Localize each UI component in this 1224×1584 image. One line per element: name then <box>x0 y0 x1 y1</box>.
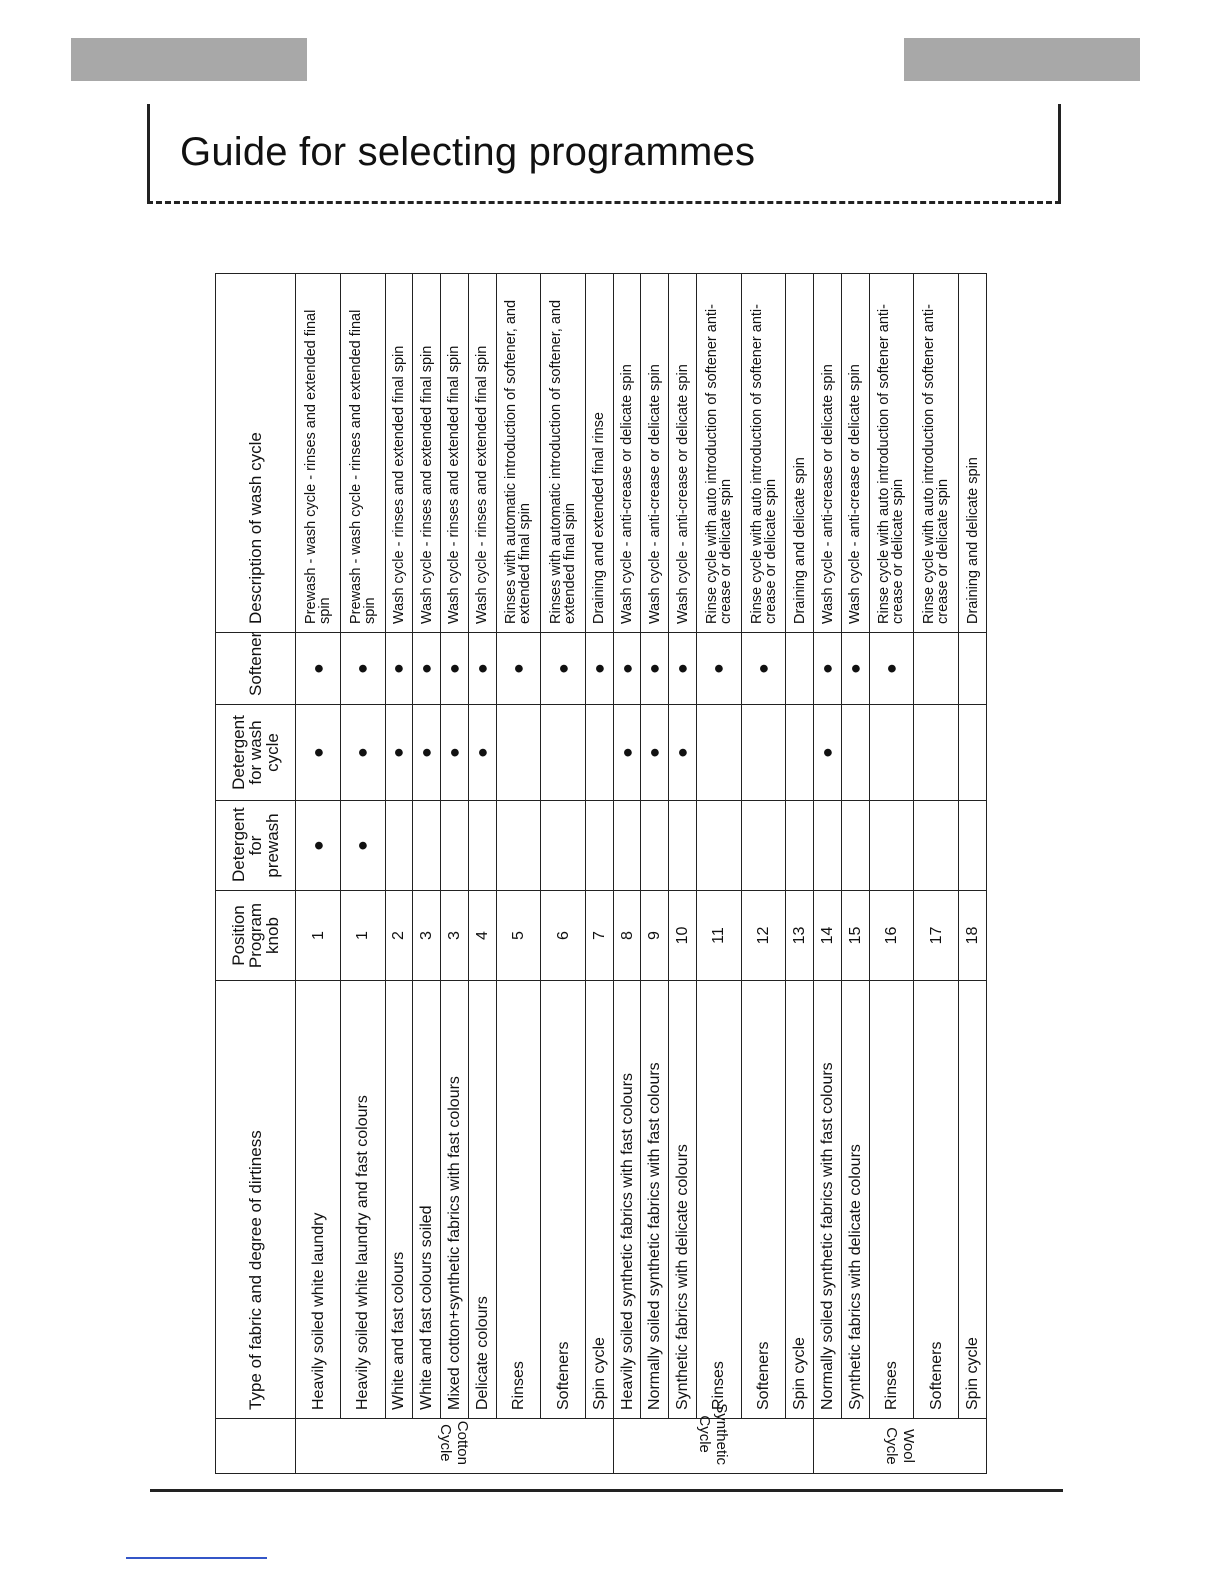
header-description: Description of wash cycle <box>216 274 296 633</box>
header-detergent-prewash: Detergent for prewash <box>216 801 296 891</box>
cell-description: Wash cycle - rinses and extended final spin <box>413 274 441 633</box>
cell-description: Wash cycle - rinses and extended final spin <box>441 274 469 633</box>
cell-softener: ● <box>496 633 541 705</box>
cell-description: Wash cycle - anti-crease or delicate spin <box>613 274 641 633</box>
table-row <box>814 274 842 1474</box>
cell-detergent-prewash <box>541 801 586 891</box>
cell-position: 10 <box>669 891 697 981</box>
cell-description: Wash cycle - anti-crease or delicate spin <box>841 274 869 633</box>
cell-detergent-wash: ● <box>441 705 469 801</box>
cell-softener <box>786 633 814 705</box>
header-type: Type of fabric and degree of dirtiness <box>216 981 296 1419</box>
cell-softener: ● <box>541 633 586 705</box>
page-title: Guide for selecting programmes <box>180 130 756 174</box>
cell-type: Softeners <box>541 981 586 1419</box>
cycle-group-label <box>814 1419 987 1474</box>
cell-softener: ● <box>841 633 869 705</box>
cell-description: Draining and delicate spin <box>786 274 814 633</box>
table-row <box>541 274 586 1474</box>
cell-type: Normally soiled synthetic fabrics with fast colours <box>814 981 842 1419</box>
cell-softener: ● <box>441 633 469 705</box>
cell-detergent-prewash <box>413 801 441 891</box>
cell-detergent-prewash <box>468 801 496 891</box>
header-position: Position Program knob <box>216 891 296 981</box>
cell-position: 6 <box>541 891 586 981</box>
cycle-label-text: Cotton Cycle <box>437 1420 472 1465</box>
cell-type: Synthetic fabrics with delicate colours <box>841 981 869 1419</box>
cell-description: Rinse cycle with auto introduction of softener anti-crease or delicate spin <box>914 274 959 633</box>
cell-type: Heavily soiled white laundry <box>296 981 341 1419</box>
cell-position: 13 <box>786 891 814 981</box>
table-row <box>296 274 341 1474</box>
cell-detergent-prewash: ● <box>340 801 385 891</box>
cell-detergent-prewash: ● <box>296 801 341 891</box>
cell-softener: ● <box>869 633 914 705</box>
cell-detergent-wash <box>786 705 814 801</box>
cell-position: 8 <box>613 891 641 981</box>
header-cycle <box>216 1419 296 1474</box>
table-row <box>914 274 959 1474</box>
cell-detergent-prewash <box>786 801 814 891</box>
programme-table <box>215 273 987 1474</box>
cell-detergent-wash: ● <box>468 705 496 801</box>
cell-detergent-prewash <box>441 801 469 891</box>
table-row <box>741 274 786 1474</box>
programme-table-wrapper <box>215 274 987 1474</box>
cell-position: 18 <box>959 891 987 981</box>
cell-detergent-prewash <box>696 801 741 891</box>
cell-description: Rinses with automatic introduction of softener, and extended final spin <box>541 274 586 633</box>
programme-table-rotated <box>215 274 987 1474</box>
cell-position: 9 <box>641 891 669 981</box>
cell-type: Synthetic fabrics with delicate colours <box>669 981 697 1419</box>
cell-detergent-wash: ● <box>814 705 842 801</box>
header-tab-right <box>904 38 1140 81</box>
cell-position: 3 <box>413 891 441 981</box>
cell-description: Wash cycle - anti-crease or delicate spin <box>669 274 697 633</box>
cell-description: Prewash - wash cycle - rinses and extended final spin <box>296 274 341 633</box>
cell-type: Softeners <box>741 981 786 1419</box>
cell-detergent-wash <box>496 705 541 801</box>
cell-detergent-prewash <box>869 801 914 891</box>
cell-description: Wash cycle - anti-crease or delicate spin <box>641 274 669 633</box>
cell-position: 16 <box>869 891 914 981</box>
cell-position: 7 <box>585 891 613 981</box>
cell-detergent-wash: ● <box>296 705 341 801</box>
title-box <box>147 104 1061 204</box>
table-row <box>340 274 385 1474</box>
table-row <box>841 274 869 1474</box>
cell-detergent-wash <box>585 705 613 801</box>
cell-softener: ● <box>585 633 613 705</box>
cell-detergent-prewash <box>585 801 613 891</box>
header-softener: Softener <box>216 633 296 705</box>
cell-description: Prewash - wash cycle - rinses and extended final spin <box>340 274 385 633</box>
cell-detergent-wash: ● <box>385 705 413 801</box>
table-row <box>468 274 496 1474</box>
cycle-label-text: Wool Cycle <box>883 1427 918 1465</box>
cell-position: 14 <box>814 891 842 981</box>
cell-detergent-prewash <box>841 801 869 891</box>
cell-softener: ● <box>468 633 496 705</box>
cell-position: 3 <box>441 891 469 981</box>
cell-detergent-wash <box>841 705 869 801</box>
table-row <box>613 274 641 1474</box>
cell-detergent-prewash <box>385 801 413 891</box>
cell-detergent-wash <box>696 705 741 801</box>
cell-description: Wash cycle - anti-crease or delicate spin <box>814 274 842 633</box>
cell-softener <box>959 633 987 705</box>
cell-position: 15 <box>841 891 869 981</box>
header-detergent-wash: Detergent for wash cycle <box>216 705 296 801</box>
cell-position: 4 <box>468 891 496 981</box>
table-row <box>585 274 613 1474</box>
cell-type: Rinses <box>696 981 741 1419</box>
cell-detergent-prewash <box>613 801 641 891</box>
cell-position: 1 <box>296 891 341 981</box>
cell-detergent-wash <box>741 705 786 801</box>
cell-description: Draining and extended final rinse <box>585 274 613 633</box>
cycle-group-label <box>296 1419 614 1474</box>
cell-detergent-wash: ● <box>613 705 641 801</box>
table-row <box>959 274 987 1474</box>
cell-detergent-wash <box>869 705 914 801</box>
cell-position: 12 <box>741 891 786 981</box>
cell-type: Rinses <box>496 981 541 1419</box>
table-row <box>786 274 814 1474</box>
cell-softener: ● <box>669 633 697 705</box>
cell-description: Rinse cycle with auto introduction of softener anti-crease or delicate spin <box>869 274 914 633</box>
cell-detergent-wash <box>541 705 586 801</box>
cell-detergent-wash: ● <box>669 705 697 801</box>
cell-detergent-prewash <box>496 801 541 891</box>
cell-description: Draining and delicate spin <box>959 274 987 633</box>
table-row <box>496 274 541 1474</box>
cell-position: 17 <box>914 891 959 981</box>
cell-description: Rinse cycle with auto introduction of softener anti-crease or delicate spin <box>696 274 741 633</box>
cycle-group-label <box>613 1403 813 1474</box>
cell-softener: ● <box>641 633 669 705</box>
cell-description: Wash cycle - rinses and extended final spin <box>385 274 413 633</box>
cell-type: Spin cycle <box>786 981 814 1419</box>
cell-type: White and fast colours <box>385 981 413 1419</box>
footer-link-underline <box>126 1557 267 1559</box>
table-row <box>413 274 441 1474</box>
cell-detergent-wash: ● <box>340 705 385 801</box>
cell-detergent-wash <box>959 705 987 801</box>
cell-softener: ● <box>814 633 842 705</box>
cell-detergent-prewash <box>741 801 786 891</box>
cell-softener: ● <box>613 633 641 705</box>
cell-softener: ● <box>340 633 385 705</box>
cell-type: Heavily soiled white laundry and fast colours <box>340 981 385 1419</box>
cell-type: White and fast colours soiled <box>413 981 441 1419</box>
cell-detergent-prewash <box>959 801 987 891</box>
cell-type: Delicate colours <box>468 981 496 1419</box>
cell-type: Rinses <box>869 981 914 1419</box>
cell-detergent-prewash <box>814 801 842 891</box>
cell-softener: ● <box>385 633 413 705</box>
cell-detergent-prewash <box>641 801 669 891</box>
table-row <box>641 274 669 1474</box>
header-tab-left <box>71 38 307 81</box>
cell-detergent-wash: ● <box>413 705 441 801</box>
cell-type: Spin cycle <box>959 981 987 1419</box>
cell-position: 2 <box>385 891 413 981</box>
table-row <box>696 274 741 1474</box>
cell-type: Heavily soiled synthetic fabrics with fast colours <box>613 981 641 1419</box>
cell-detergent-prewash <box>914 801 959 891</box>
cell-detergent-wash <box>914 705 959 801</box>
cell-type: Normally soiled synthetic fabrics with fast colours <box>641 981 669 1419</box>
cell-softener: ● <box>741 633 786 705</box>
cell-detergent-prewash <box>669 801 697 891</box>
cell-description: Rinse cycle with auto introduction of softener anti-crease or delicate spin <box>741 274 786 633</box>
table-row <box>669 274 697 1474</box>
cell-position: 5 <box>496 891 541 981</box>
cell-position: 11 <box>696 891 741 981</box>
cell-type: Mixed cotton+synthetic fabrics with fast colours <box>441 981 469 1419</box>
cell-softener: ● <box>296 633 341 705</box>
table-row <box>441 274 469 1474</box>
cycle-label-text: Synthetic Cycle <box>696 1403 731 1465</box>
cell-position: 1 <box>340 891 385 981</box>
table-header-row <box>216 274 296 1474</box>
cell-softener: ● <box>696 633 741 705</box>
cell-description: Rinses with automatic introduction of softener, and extended final spin <box>496 274 541 633</box>
table-row <box>869 274 914 1474</box>
cell-type: Softeners <box>914 981 959 1419</box>
cell-detergent-wash: ● <box>641 705 669 801</box>
cell-softener: ● <box>413 633 441 705</box>
cell-softener <box>914 633 959 705</box>
cell-type: Spin cycle <box>585 981 613 1419</box>
table-row <box>385 274 413 1474</box>
footer-rule <box>150 1489 1063 1492</box>
cell-description: Wash cycle - rinses and extended final spin <box>468 274 496 633</box>
